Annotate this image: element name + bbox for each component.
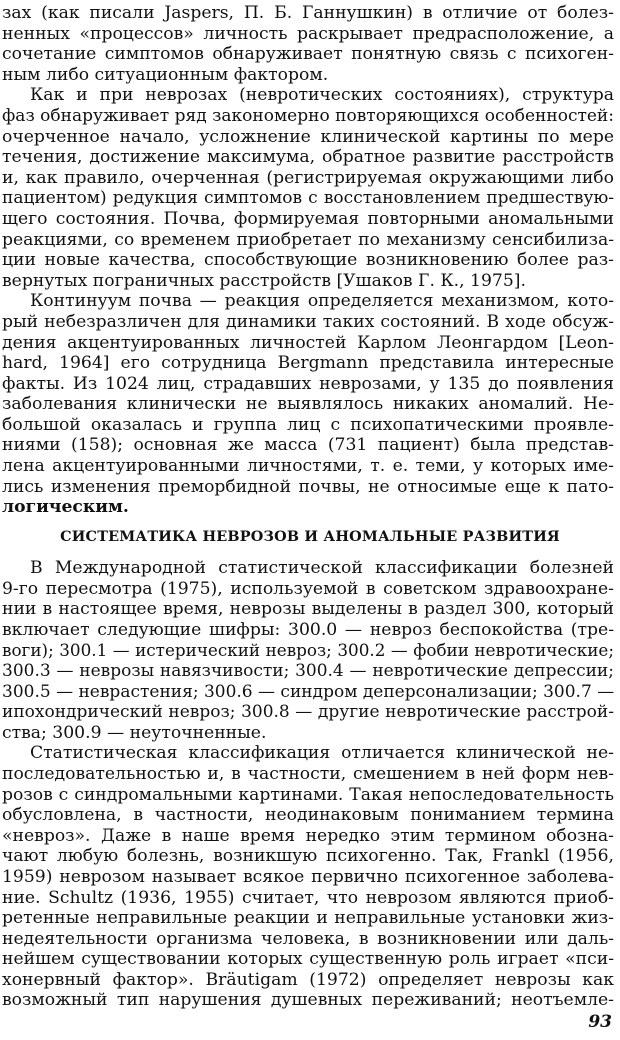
page-number: 93 (588, 1012, 612, 1032)
text-line: зах (как писали Jaspers, П. Б. Ганнушкин) в отличие от болез- (2, 3, 614, 23)
text-line: очерченное начало, усложнение клинической картины по мере (2, 126, 614, 147)
text-line: hard, 1964] его сотрудница Bergmann представила интересные (2, 353, 614, 374)
text-line: недеятельности организма человека, в возникновении или даль- (2, 928, 614, 949)
text-line: реакциями, со временем приобретает по механизму сенсибилиза- (2, 229, 614, 250)
text-line: нейшем существовании которых существенную роль играет «пси- (2, 949, 614, 970)
text-line: Как и при неврозах (невротических состояниях), структура (30, 85, 614, 106)
text-line: лись изменения преморбидной почвы, не относимые еще к пато- (2, 476, 614, 497)
text-line: Статистическая классификация отличается клинической не- (30, 743, 614, 764)
text-line: 9-го пересмотра (1975), используемой в советском здравоохране- (2, 578, 614, 599)
text-line: розов с синдромальными картинами. Такая непоследовательность (2, 784, 614, 805)
text-line: ции новые качества, способствующие возникновению более раз- (2, 250, 614, 271)
text-line: нии в настоящее время, неврозы выделены в раздел 300, который (2, 599, 614, 620)
text-line: 300.5 — неврастения; 300.6 — синдром деперсонализации; 300.7 — (2, 681, 615, 702)
text-line: течения, достижение максимума, обратное развитие расстройств (2, 147, 614, 168)
section-heading: СИСТЕМАТИКА НЕВРОЗОВ И АНОМАЛЬНЫЕ РАЗВИТИЯ (60, 528, 560, 545)
text-line: ипохондрический невроз; 300.8 — другие невротические расстрой- (2, 702, 614, 723)
text-line: вернутых пограничных расстройств [Ушаков Г. К., 1975]. (2, 270, 526, 291)
text-line: «невроз». Даже в наше время нередко этим термином обозна- (2, 825, 614, 846)
text-block-upper (2, 3, 614, 518)
text-line: 300.3 — неврозы навязчивости; 300.4 — невротические депрессии; (2, 660, 614, 681)
text-line: последовательностью и, в частности, смешением в ней форм нев- (2, 763, 614, 784)
text-line: воги); 300.1 — истерический невроз; 300.2 — фобии невротические; (2, 640, 614, 661)
text-line: включает следующие шифры: 300.0 — невроз беспокойства (тре- (2, 619, 614, 640)
text-line: В Международной статистической классификации болезней (30, 558, 614, 578)
text-line: логическим. (2, 497, 129, 518)
text-line: заболевания клинически не выявлялось никаких аномалий. Не- (2, 394, 614, 415)
text-line: большой оказалась и группа лиц с психопатическими проявле- (2, 414, 614, 435)
text-line: пациентом) редукция симптомов с восстановлением предшествую- (2, 188, 614, 209)
text-line: ретенные неправильные реакции и неправильные установки жиз- (2, 908, 614, 929)
text-block-lower (2, 558, 614, 1011)
text-line: ненных «процессов» личность раскрывает предрасположение, а (2, 23, 614, 44)
text-line: возможный тип нарушения душевных переживаний; неотъемле- (2, 990, 614, 1011)
text-line: Континуум почва — реакция определяется механизмом, кото- (30, 291, 614, 312)
text-line: и, как правило, очерченная (регистрируемая окружающими либо (2, 167, 614, 188)
text-line: сочетание симптомов обнаруживает понятную связь с психоген- (2, 44, 614, 65)
text-line: ние. Schultz (1936, 1955) считает, что неврозом являются приоб- (2, 887, 614, 908)
text-line: обусловлена, в частности, неодинаковым пониманием термина (2, 805, 614, 826)
text-line: ства; 300.9 — неуточненные. (2, 722, 267, 743)
text-line: чают любую болезнь, возникшую психогенно. Так, Frankl (1956, (2, 846, 614, 867)
text-line: щего состояния. Почва, формируемая повторными аномальными (2, 208, 614, 229)
text-line: 1959) неврозом называет всякое первично психогенное заболева- (2, 866, 614, 887)
text-line: фаз обнаруживает ряд закономерно повторяющихся особенностей: (2, 105, 614, 126)
text-line: ным либо ситуационным фактором. (2, 64, 329, 85)
text-line: ниями (158); основная же масса (731 пациент) была представ- (2, 435, 614, 456)
text-line: рый небезразличен для динамики таких состояний. В ходе обсуж- (2, 311, 614, 332)
text-line: лена акцентуированными личностями, т. е. теми, у которых име- (2, 456, 614, 477)
text-line: факты. Из 1024 лиц, страдавших неврозами, у 135 до появления (2, 373, 614, 394)
text-line: дения акцентуированных личностей Карлом Леонгардом [Leon- (2, 332, 614, 353)
text-line: хонервный фактор». Bräutigam (1972) определяет неврозы как (2, 969, 614, 990)
